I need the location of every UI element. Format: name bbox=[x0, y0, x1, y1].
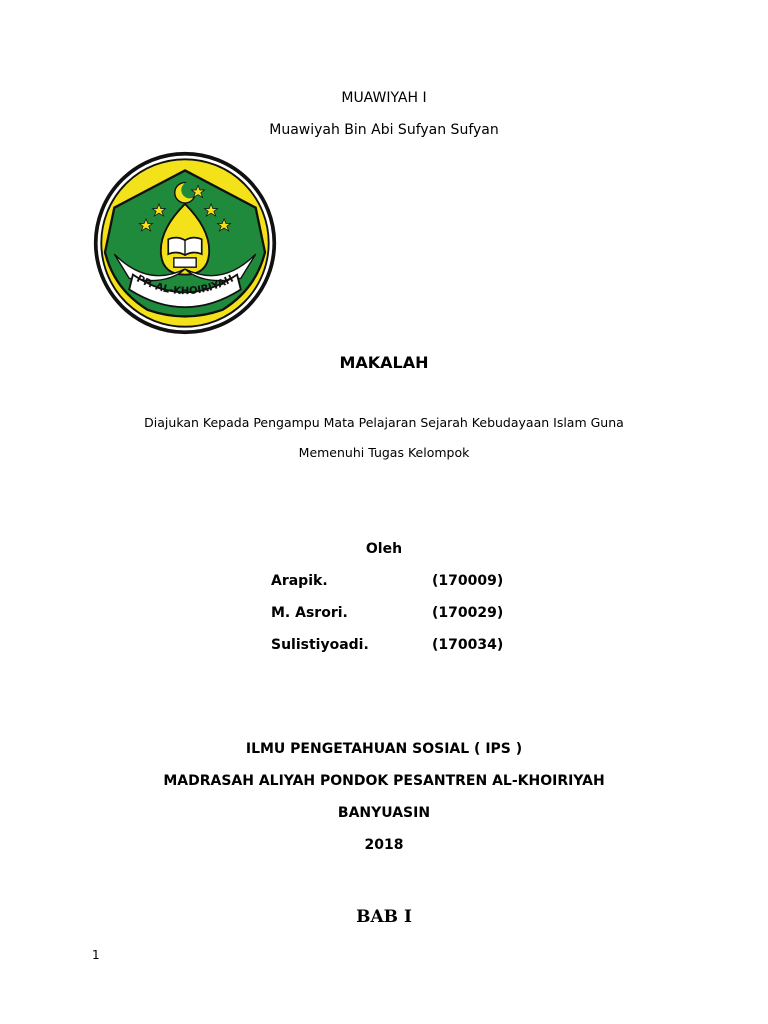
author-id: (170034) bbox=[432, 637, 504, 653]
page-number: 1 bbox=[92, 948, 100, 962]
description-line-2: Memenuhi Tugas Kelompok bbox=[298, 445, 470, 460]
authors-heading: Oleh bbox=[365, 541, 403, 557]
year: 2018 bbox=[364, 837, 404, 853]
document-type-label: MAKALAH bbox=[339, 353, 429, 372]
description-line-1: Diajukan Kepada Pengampu Mata Pelajaran Sejarah Kebudayaan Islam Guna bbox=[144, 415, 624, 430]
author-id: (170009) bbox=[432, 573, 504, 589]
school-logo bbox=[92, 150, 278, 336]
author-name: Arapik. bbox=[271, 573, 328, 589]
program-name: ILMU PENGETAHUAN SOSIAL ( IPS ) bbox=[245, 741, 523, 757]
document-subtitle: Muawiyah Bin Abi Sufyan Sufyan bbox=[269, 122, 499, 138]
document-title: MUAWIYAH I bbox=[341, 90, 427, 106]
chapter-heading: BAB I bbox=[356, 907, 412, 927]
school-name: MADRASAH ALIYAH PONDOK PESANTREN AL-KHOIRIYAH bbox=[163, 773, 605, 789]
author-id: (170029) bbox=[432, 605, 504, 621]
author-name: M. Asrori. bbox=[271, 605, 348, 621]
logo-text: PP. AL-KHOIRIYAH bbox=[134, 273, 236, 298]
author-name: Sulistiyoadi. bbox=[271, 637, 369, 653]
city-name: BANYUASIN bbox=[337, 805, 431, 821]
